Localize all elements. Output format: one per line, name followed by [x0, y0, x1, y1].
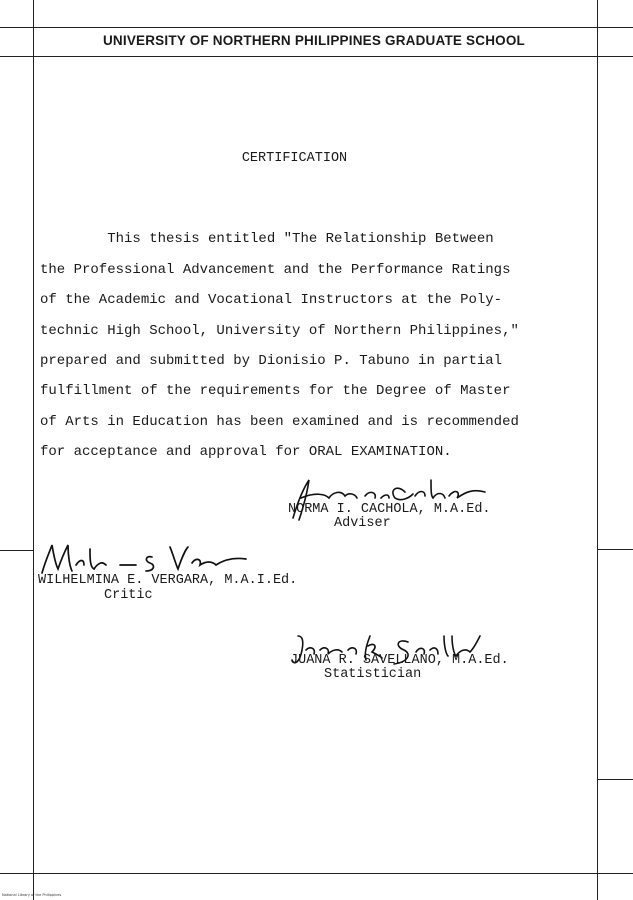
right-edge-mark	[597, 549, 633, 550]
left-edge-mark	[0, 550, 33, 551]
certification-title	[0, 151, 633, 166]
right-margin-line	[597, 0, 598, 900]
right-edge-mark-lower	[597, 779, 633, 780]
body-line: prepared and submitted by Dionisio P. Tabuno in partial	[40, 353, 503, 370]
critic-name: WILHELMINA E. VERGARA, M.A.I.Ed.	[38, 573, 298, 588]
header-top-rule	[0, 27, 633, 28]
statistician-role: Statistician	[324, 667, 422, 682]
critic-role: Critic	[104, 588, 153, 603]
body-line: for acceptance and approval for ORAL EXAMINATION.	[40, 444, 452, 461]
header-bottom-rule	[0, 56, 633, 57]
body-line: of the Academic and Vocational Instructors at the Poly-	[40, 292, 503, 309]
adviser-role: Adviser	[334, 516, 391, 531]
body-line: technic High School, University of Northern Philippines,"	[40, 322, 519, 339]
body-line: of Arts in Education has been examined and is recommended	[40, 413, 519, 430]
page-header-title: UNIVERSITY OF NORTHERN PHILIPPINES GRADUATE SCHOOL	[102, 33, 526, 48]
left-margin-line	[33, 0, 34, 900]
body-line: the Professional Advancement and the Performance Ratings	[40, 261, 511, 278]
statistician-name: JUANA R. SAVELLANO, M.A.Ed.	[290, 653, 509, 668]
adviser-name: NORMA I. CACHOLA, M.A.Ed.	[288, 502, 491, 517]
footer-note: National Library of the Philippines	[2, 893, 62, 897]
body-line: fulfillment of the requirements for the Degree of Master	[40, 383, 511, 400]
footer-rule	[0, 873, 633, 874]
certification-title-text: CERTIFICATION	[241, 151, 348, 166]
body-line: This thesis entitled "The Relationship Between	[40, 231, 494, 248]
